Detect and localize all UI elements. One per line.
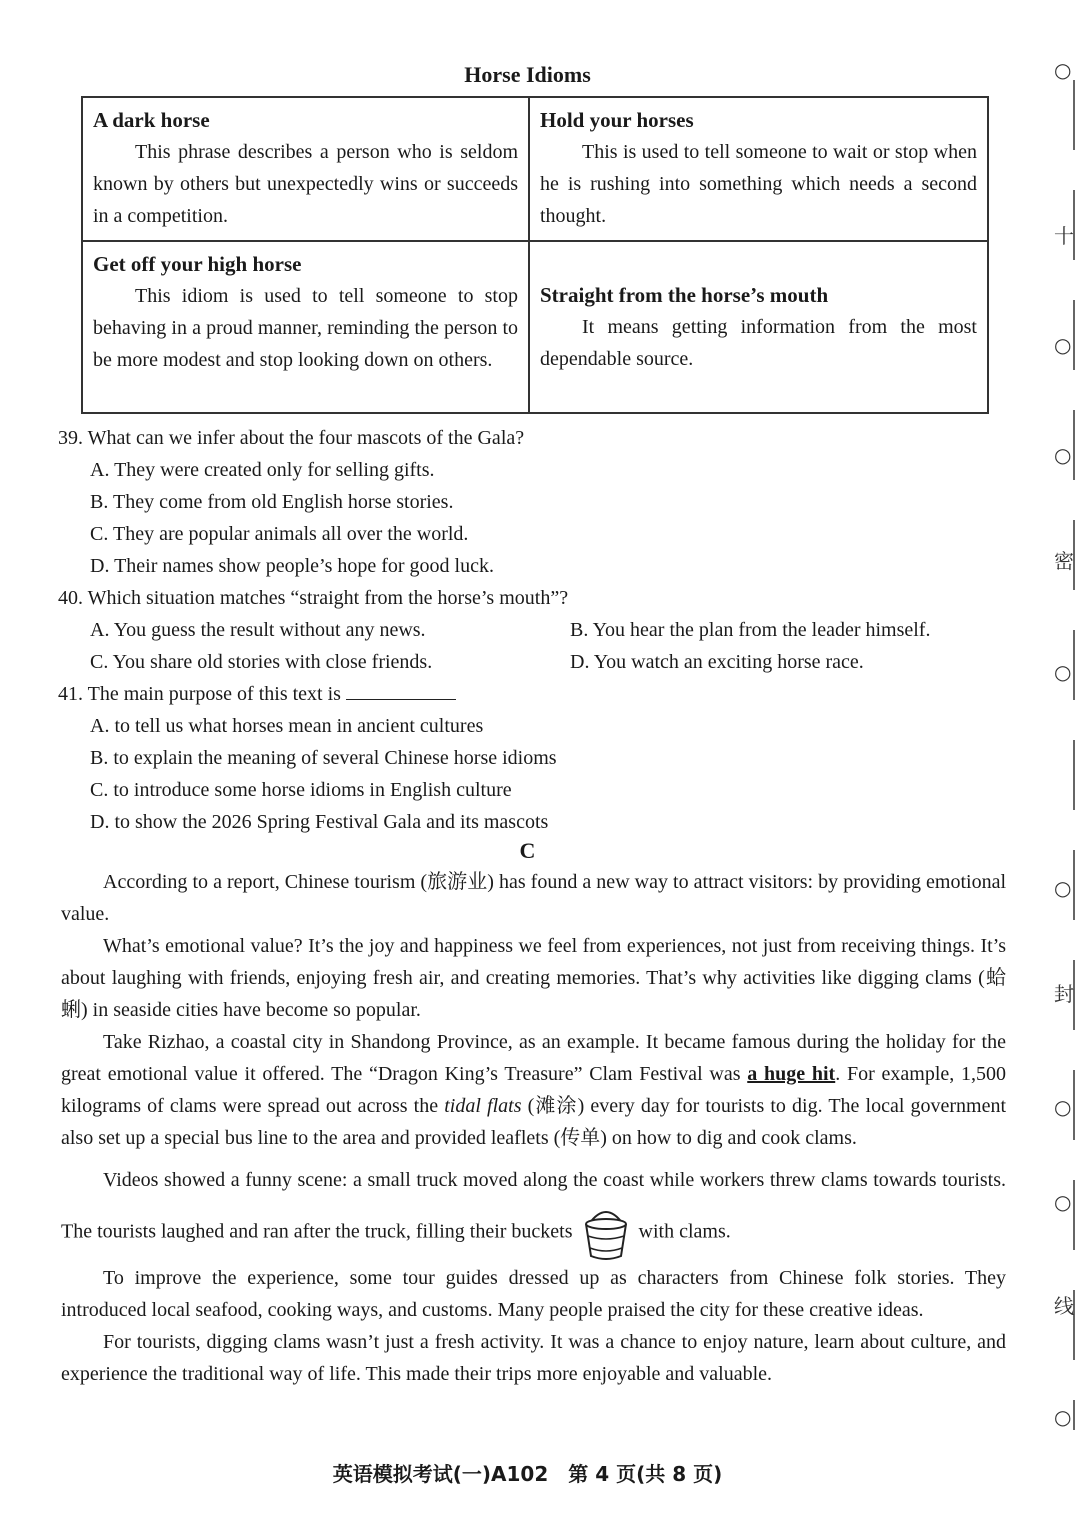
idioms-table <box>81 96 989 414</box>
idiom-description: This phrase describes a person who is seldom known by others but unexpectedly wins or succeeds in a competition. <box>93 141 518 227</box>
section-letter: C <box>519 838 536 863</box>
binding-mark: ○ <box>1054 1190 1072 1214</box>
question-39-stem: 39. What can we infer about the four mascots of the Gala? <box>58 427 525 449</box>
paragraph-5: To improve the experience, some tour guides dressed up as characters from Chinese folk stories. They introduced local seafood, cooking ways, and customs. Many people praised the city for these creative ideas. <box>61 1267 1006 1321</box>
binding-mark: ○ <box>1054 58 1072 82</box>
question-39-option-b: B. They come from old English horse stories. <box>90 491 454 513</box>
question-41-option-d: D. to show the 2026 Spring Festival Gala and its mascots <box>90 811 549 833</box>
italic-term: tidal flats <box>444 1095 522 1117</box>
paragraph-3-part-c: (滩涂) every day for tourists to dig. The local government also set up a special bus line to the area and provided leaflets (传单) on how to dig and cook clams. <box>61 1095 1007 1149</box>
question-41-option-a: A. to tell us what horses mean in ancient cultures <box>90 715 484 737</box>
question-39-option-a: A. They were created only for selling gifts. <box>90 459 435 481</box>
idiom-title: Hold your horses <box>540 108 694 132</box>
passage-c <box>61 866 1006 1390</box>
binding-margin <box>1040 0 1080 1520</box>
binding-mark: 封 <box>1054 982 1074 1006</box>
question-40-option-c: C. You share old stories with close friends. <box>90 651 433 673</box>
question-40-option-d: D. You watch an exciting horse race. <box>570 651 864 673</box>
paragraph-4-part-b: with clams. <box>638 1220 731 1243</box>
question-40-option-b: B. You hear the plan from the leader himself. <box>570 619 931 641</box>
idiom-title: A dark horse <box>93 108 210 132</box>
binding-mark: 十 <box>1054 224 1074 248</box>
question-41-stem: 41. The main purpose of this text is <box>58 683 341 705</box>
binding-mark: ○ <box>1054 1095 1072 1119</box>
binding-mark: 密 <box>1054 549 1074 573</box>
idiom-description: This is used to tell someone to wait or stop when he is rushing into something which needs a second thought. <box>540 141 977 227</box>
answer-blank <box>346 679 456 700</box>
paragraph-6: For tourists, digging clams wasn’t just a fresh activity. It was a chance to enjoy nature, learn about culture, and experience the traditional way of life. This made their trips more enjoyable and valuable. <box>61 1331 1006 1385</box>
idiom-cell <box>529 97 988 241</box>
binding-mark: ○ <box>1054 876 1072 900</box>
page-footer: 英语模拟考试(一)A102 第 4 页(共 8 页) <box>332 1462 723 1486</box>
paragraph-3-part-a: Take Rizhao, a coastal city in Shandong Province, as an example. It became famous during the holiday for the great emotional value it offered. The “Dragon King’s Treasure” Clam Festival was <box>61 1031 1006 1085</box>
binding-mark: ○ <box>1054 443 1072 467</box>
bucket-icon <box>581 1204 631 1262</box>
question-40-option-a: A. You guess the result without any news. <box>90 619 426 641</box>
question-41 <box>58 678 1018 710</box>
paragraph-4-part-a: Videos showed a funny scene: a small truck moved along the coast while workers threw clams towards tourists. The tourists laughed and ran after the truck, filling their buckets <box>61 1169 1006 1243</box>
highlighted-phrase: a huge hit <box>747 1063 836 1085</box>
question-41-option-c: C. to introduce some horse idioms in English culture <box>90 779 512 801</box>
paragraph-1: According to a report, Chinese tourism (旅游业) has found a new way to attract visitors: by providing emotional value. <box>61 871 1006 925</box>
paragraph-3-part-b: . For example, 1,500 kilograms of clams were spread out across the <box>61 1063 1007 1117</box>
idiom-cell <box>82 97 529 241</box>
paragraph-4 <box>61 1156 1006 1262</box>
binding-mark: ○ <box>1054 333 1072 357</box>
binding-mark: ○ <box>1054 1405 1072 1429</box>
question-41-option-b: B. to explain the meaning of several Chinese horse idioms <box>90 747 557 769</box>
question-39-option-d: D. Their names show people’s hope for good luck. <box>90 555 494 577</box>
table-title: Horse Idioms <box>464 62 591 87</box>
idiom-description: This idiom is used to tell someone to stop behaving in a proud manner, reminding the person to be more modest and stop looking down on others. <box>93 285 518 371</box>
question-40-stem: 40. Which situation matches “straight from the horse’s mouth”? <box>58 587 569 609</box>
idiom-description: It means getting information from the most dependable source. <box>540 316 977 370</box>
paragraph-2: What’s emotional value? It’s the joy and happiness we feel from experiences, not just from receiving things. It’s about laughing with friends, enjoying fresh air, and creating memories. That’s why activities like digging clams (蛤蜊) in seaside cities have become so popular. <box>61 935 1006 1021</box>
binding-mark: 线 <box>1054 1294 1074 1318</box>
question-39-option-c: C. They are popular animals all over the world. <box>90 523 469 545</box>
idiom-title: Straight from the horse’s mouth <box>540 283 829 307</box>
paragraph-3 <box>61 1026 1006 1154</box>
idiom-cell <box>529 241 988 413</box>
idiom-cell <box>82 241 529 413</box>
binding-mark: ○ <box>1054 660 1072 684</box>
idiom-title: Get off your high horse <box>93 252 302 276</box>
questions-section <box>58 422 1018 838</box>
